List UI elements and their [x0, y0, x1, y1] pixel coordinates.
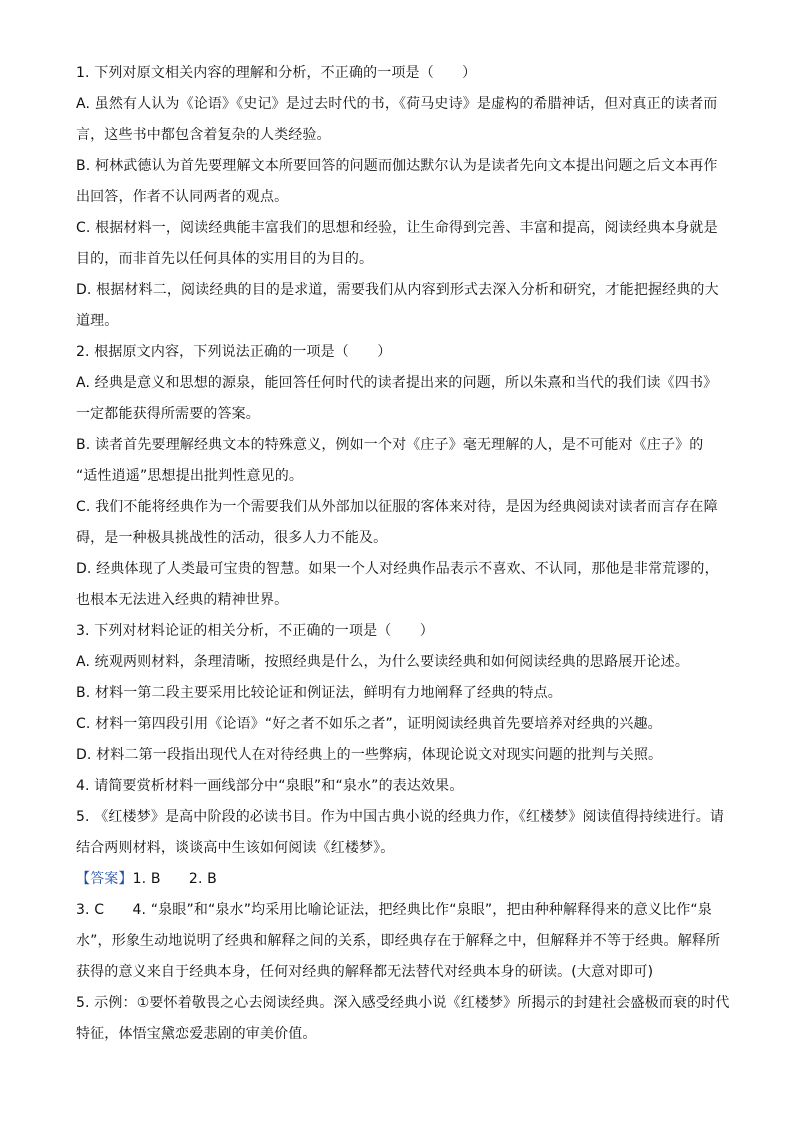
answer-1-2: 1. B 2. B	[132, 871, 217, 887]
q1-option-c: C. 根据材料一，阅读经典能丰富我们的思想和经验，让生命得到完善、丰富和提高，阅读经典本身就是	[76, 220, 718, 236]
q1-option-d-cont: 道理。	[76, 313, 119, 329]
q1-option-a: A. 虽然有人认为《论语》《史记》是过去时代的书，《荷马史诗》是虚构的希腊神话，但对真正的读者而	[76, 96, 718, 112]
q3-option-a: A. 统观两则材料，条理清晰，按照经典是什么，为什么要读经典和如何阅读经典的思路展开论述。	[76, 654, 689, 670]
q1-option-d: D. 根据材料二，阅读经典的目的是求道，需要我们从内容到形式去深入分析和研究，才能把握经典的大	[76, 282, 719, 298]
q1-option-b: B. 柯林武德认为首先要理解文本所要回答的问题而伽达默尔认为是读者先向文本提出问题之后文本再作	[76, 158, 718, 174]
question-5-stem-cont: 结合两则材料，谈谈高中生该如何阅读《红楼梦》。	[76, 840, 395, 856]
q1-option-b-cont: 出回答，作者不认同两者的观点。	[76, 189, 289, 205]
q3-option-c: C. 材料一第四段引用《论语》“好之者不如乐之者”，证明阅读经典首先要培养对经典的兴趣。	[76, 716, 662, 732]
question-4-stem: 4. 请简要赏析材料一画线部分中“泉眼”和“泉水”的表达效果。	[76, 778, 464, 794]
q2-option-c: C. 我们不能将经典作为一个需要我们从外部加以征服的客体来对待，是因为经典阅读对读者而言存在障	[76, 499, 718, 515]
question-5-stem: 5. 《红楼梦》是高中阶段的必读书目。作为中国古典小说的经典力作，《红楼梦》阅读值得持续进行。请	[76, 809, 725, 825]
question-1-stem: 1. 下列对原文相关内容的理解和分析，不正确的一项是（ ）	[76, 65, 477, 81]
q2-option-c-cont: 碍，是一种极具挑战性的活动，很多人力不能及。	[76, 530, 388, 546]
question-2-stem: 2. 根据原文内容，下列说法正确的一项是（ ）	[76, 344, 392, 360]
q2-option-d: D. 经典体现了人类最可宝贵的智慧。如果一个人对经典作品表示不喜欢、不认同，那他是非常荒谬的，	[76, 561, 719, 577]
q2-option-a-cont: 一定都能获得所需要的答案。	[76, 406, 260, 422]
answer-tag: 【答案】	[76, 871, 133, 887]
question-3-stem: 3. 下列对材料论证的相关分析，不正确的一项是（ ）	[76, 623, 434, 639]
answer-header-line	[76, 864, 720, 895]
answer-line: 水”，形象生动地说明了经典和解释之间的关系，即经典存在于解释之中，但解释并不等于经典。解释所	[76, 933, 721, 949]
q2-option-a: A. 经典是意义和思想的源泉，能回答任何时代的读者提出来的问题，所以朱熹和当代的我们读《四书》	[76, 375, 718, 391]
q2-option-b-cont: “适性逍遥”思想提出批判性意见的。	[76, 468, 304, 484]
answer-line: 3. C 4. “泉眼”和“泉水”均采用比喻论证法，把经典比作“泉眼”，把由种种解释得来的意义比作“泉	[76, 902, 712, 918]
q2-option-d-cont: 也根本无法进入经典的精神世界。	[76, 592, 289, 608]
answer-line: 获得的意义来自于经典本身，任何对经典的解释都无法替代对经典本身的研读。(大意对即可)	[76, 964, 654, 980]
q1-option-a-cont: 言，这些书中都包含着复杂的人类经验。	[76, 127, 331, 143]
q2-option-b: B. 读者首先要理解经典文本的特殊意义，例如一个对《庄子》毫无理解的人，是不可能对《庄子》的	[76, 437, 704, 453]
document-page	[76, 58, 730, 1050]
q3-option-b: B. 材料一第二段主要采用比较论证和例证法，鲜明有力地阐释了经典的特点。	[76, 685, 562, 701]
q3-option-d: D. 材料二第一段指出现代人在对待经典上的一些弊病，体现论说文对现实问题的批判与关照。	[76, 747, 663, 763]
answer-line: 5. 示例：①要怀着敬畏之心去阅读经典。深入感受经典小说《红楼梦》所揭示的封建社会盛极而衰的时代	[76, 995, 730, 1011]
q1-option-c-cont: 目的，而非首先以任何具体的实用目的为目的。	[76, 251, 374, 267]
answer-line: 特征，体悟宝黛恋爱悲剧的审美价值。	[76, 1026, 317, 1042]
